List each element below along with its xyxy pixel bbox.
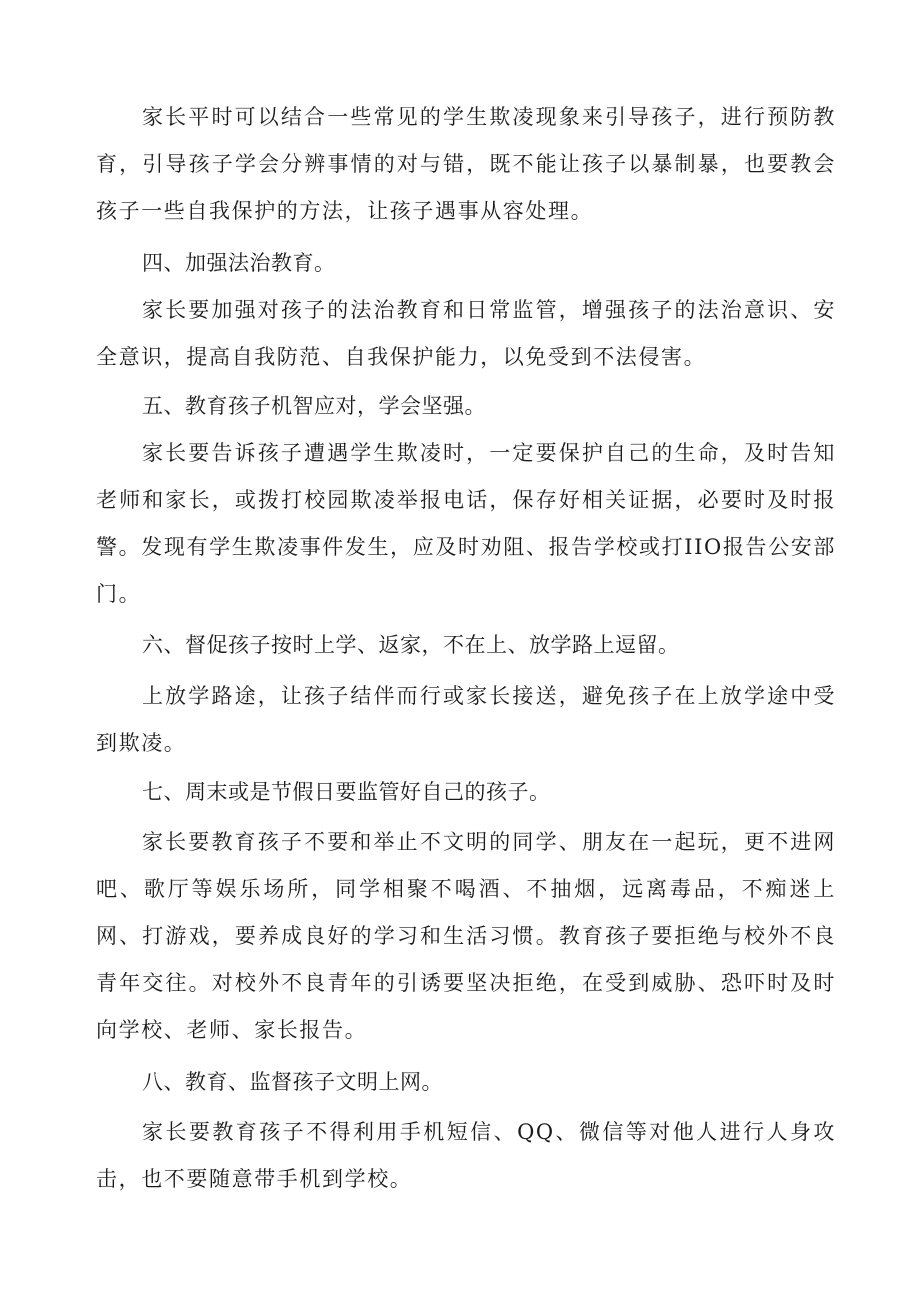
paragraph-text: 上放学路途，让孩子结伴而行或家长接送，避免孩子在上放学途中受到欺凌。 — [96, 684, 836, 755]
heading-section-8 — [96, 1066, 836, 1098]
heading-text: 五、教育孩子机智应对，学会坚强。 — [142, 394, 486, 418]
heading-section-4 — [96, 247, 836, 279]
heading-text: 八、教育、监督孩子文明上网。 — [142, 1070, 443, 1094]
paragraph-section-8 — [96, 1109, 836, 1203]
paragraph-section-7 — [96, 819, 836, 1054]
heading-section-7 — [96, 776, 836, 808]
heading-section-5 — [96, 390, 836, 422]
paragraph-text: 家长要教育孩子不得利用手机短信、QQ、微信等对他人进行人身攻击，也不要随意带手机到学校。 — [96, 1120, 836, 1191]
heading-text: 四、加强法治教育。 — [142, 251, 336, 275]
paragraph-text: 家长要加强对孩子的法治教育和日常监管，增强孩子的法治意识、安全意识，提高自我防范、自我保护能力，以免受到不法侵害。 — [96, 298, 836, 369]
paragraph-section-5 — [96, 430, 836, 618]
paragraph-text: 家长要告诉孩子遭遇学生欺凌时，一定要保护自己的生命，及时告知老师和家长，或拨打校园欺凌举报电话，保存好相关证据，必要时及时报警。发现有学生欺凌事件发生，应及时劝阻、报告学校或打IIO报告公安部门。 — [96, 441, 836, 606]
heading-text: 六、督促孩子按时上学、返家，不在上、放学路上逗留。 — [142, 633, 680, 657]
paragraph-intro — [96, 94, 836, 235]
heading-text: 七、周末或是节假日要监管好自己的孩子。 — [142, 780, 551, 804]
paragraph-section-6 — [96, 673, 836, 767]
paragraph-section-4 — [96, 287, 836, 381]
paragraph-text: 家长要教育孩子不要和举止不文明的同学、朋友在一起玩，更不进网吧、歌厅等娱乐场所，同学相聚不喝酒、不抽烟，远离毒品，不痴迷上网、打游戏，要养成良好的学习和生活习惯。教育孩子要拒绝与校外不良青年交往。对校外不良青年的引诱要坚决拒绝，在受到威胁、恐吓时及时向学校、老师、家长报告。 — [96, 830, 836, 1042]
paragraph-text: 家长平时可以结合一些常见的学生欺凌现象来引导孩子，进行预防教育，引导孩子学会分辨事情的对与错，既不能让孩子以暴制暴，也要教会孩子一些自我保护的方法，让孩子遇事从容处理。 — [96, 105, 836, 223]
heading-section-6 — [96, 629, 836, 661]
